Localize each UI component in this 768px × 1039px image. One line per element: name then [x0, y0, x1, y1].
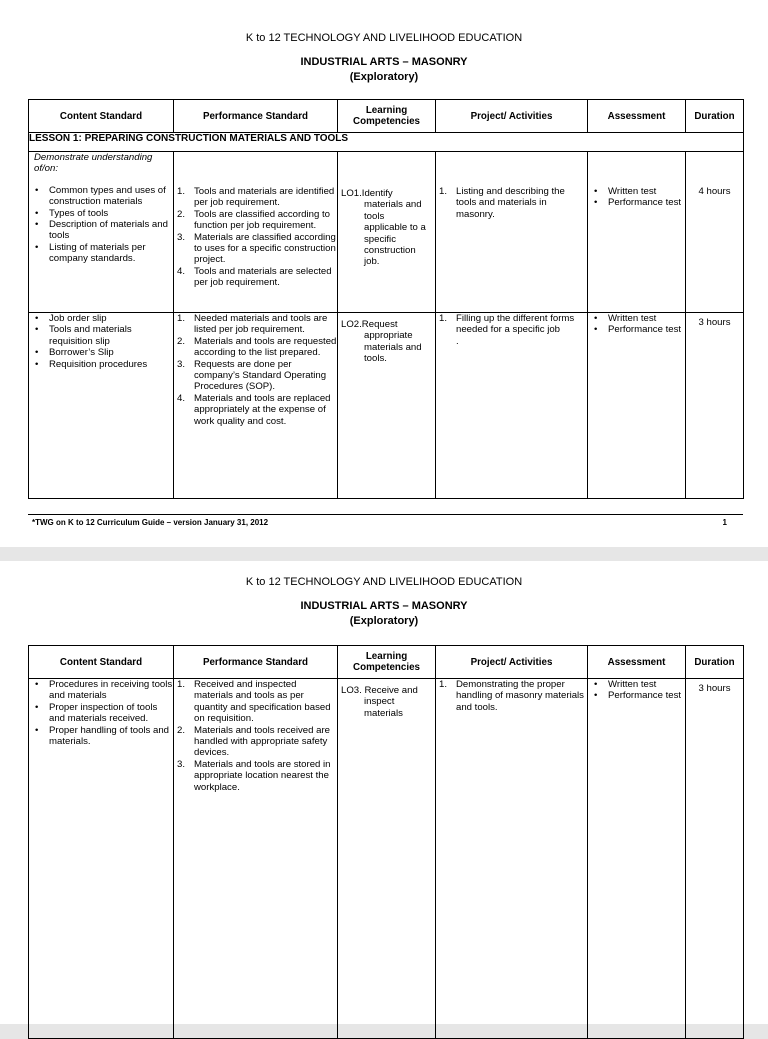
list-item: • Listing of materials per company standards.	[49, 242, 173, 265]
list-item: 1. Needed materials and tools are listed per job requirement.	[177, 313, 328, 336]
assessment-list	[588, 313, 685, 336]
header-line-2: INDUSTRIAL ARTS – MASONRY	[300, 600, 468, 612]
list-item-text: Demonstrating the proper handling of masonry materials and tools.	[456, 679, 584, 713]
list-item: • Proper inspection of tools and materials received.	[49, 702, 173, 725]
list-item-extra: .	[456, 335, 459, 347]
col-header-assessment: Assessment	[588, 100, 686, 133]
list-item-text: Received and inspected materials and tools as per quantity and specification based on requisition.	[194, 679, 331, 725]
table-row	[29, 679, 744, 1039]
list-item: • Common types and uses of construction materials	[49, 185, 173, 208]
content-standard-cell	[29, 313, 174, 499]
competency-cell	[338, 313, 436, 499]
list-item: • Types of tools	[49, 208, 173, 219]
performance-standard-cell	[174, 679, 338, 1039]
activities-cell	[436, 313, 588, 499]
col-header-duration: Duration	[686, 646, 744, 679]
competency-text: LO3. Receive and inspect materials	[341, 685, 418, 719]
list-item: 2. Materials and tools are requested according to the list prepared.	[177, 335, 337, 359]
col-header-content: Content Standard	[29, 646, 174, 679]
list-item-text: Tools and materials are selected per job requirement.	[194, 265, 332, 289]
col-header-competencies: Learning Competencies	[338, 646, 436, 679]
header-line-3: (Exploratory)	[349, 71, 419, 83]
table-row	[29, 152, 744, 313]
list-item-text: Filling up the different forms needed for a specific job	[456, 313, 575, 336]
assessment-cell	[588, 313, 686, 499]
footer-text: *TWG on K to 12 Curriculum Guide – version January 31, 2012	[32, 518, 269, 527]
header-line-1: K to 12 TECHNOLOGY AND LIVELIHOOD EDUCATION	[245, 32, 523, 44]
list-item-text: Tools are classified according to function per job requirement.	[194, 208, 330, 232]
col-header-duration: Duration	[686, 100, 744, 133]
curriculum-table	[28, 99, 744, 499]
lesson-row	[29, 133, 744, 152]
table-header-row	[29, 100, 744, 133]
activities-list	[436, 679, 587, 713]
page-number: 1	[722, 518, 727, 527]
list-item: • Borrower’s Slip	[49, 347, 173, 358]
list-item: 1. Listing and describing the tools and materials in masonry.	[439, 186, 565, 220]
list-item: • Performance test	[608, 197, 685, 208]
list-item: • Written test	[608, 679, 685, 690]
header-line-3: (Exploratory)	[349, 615, 419, 627]
list-item: • Proper handling of tools and materials.	[49, 725, 173, 748]
assessment-cell	[588, 152, 686, 313]
intro-text: Demonstrate understanding of/on:	[34, 152, 153, 175]
col-header-performance: Performance Standard	[174, 100, 338, 133]
activities-list	[436, 313, 587, 347]
list-item: • Tools and materials requisition slip	[49, 324, 173, 347]
content-list	[29, 313, 173, 370]
list-item: 1. Received and inspected materials and tools as per quantity and specification based on requisition.	[177, 679, 331, 725]
content-list	[29, 679, 173, 747]
list-item: 4. Tools and materials are selected per job requirement.	[177, 265, 332, 289]
list-item: 4. Materials and tools are replaced appropriately at the expense of work quality and cost.	[177, 392, 331, 427]
content-standard-cell	[29, 152, 174, 313]
list-item: 1. Demonstrating the proper handling of masonry materials and tools.	[439, 679, 584, 713]
competency-text: LO1.Identify materials and tools applicable to a specific construction job.	[341, 188, 426, 268]
list-item: • Job order slip	[49, 313, 173, 324]
list-item-text: Materials and tools are stored in appropriate location nearest the workplace.	[194, 758, 331, 793]
table-row	[29, 313, 744, 499]
duration-cell: 4 hours	[686, 152, 744, 313]
duration-cell: 3 hours	[686, 313, 744, 499]
list-item: 1. Filling up the different forms needed for a specific job .	[439, 313, 575, 347]
list-item: 3. Materials and tools are stored in appropriate location nearest the workplace.	[177, 758, 331, 793]
col-header-competencies: Learning Competencies	[338, 100, 436, 133]
performance-list	[174, 313, 337, 427]
page-footer	[28, 514, 743, 527]
col-header-assessment: Assessment	[588, 646, 686, 679]
list-item: 2. Tools are classified according to function per job requirement.	[177, 208, 330, 232]
content-list	[29, 185, 173, 265]
assessment-list	[588, 186, 685, 209]
competency-cell	[338, 679, 436, 1039]
list-item: • Written test	[608, 186, 685, 197]
performance-list	[174, 679, 337, 793]
assessment-list	[588, 679, 685, 702]
list-item: 2. Materials and tools received are handled with appropriate safety devices.	[177, 724, 330, 759]
assessment-cell	[588, 679, 686, 1039]
list-item: • Performance test	[608, 324, 685, 335]
performance-standard-cell	[174, 313, 338, 499]
list-item: 3. Materials are classified according to uses for a specific construction project.	[177, 231, 336, 266]
list-item-text: Materials and tools are replaced appropriately at the expense of work quality and cost.	[194, 392, 331, 427]
list-item: 1. Tools and materials are identified per job requirement.	[177, 186, 335, 209]
list-item: • Written test	[608, 313, 685, 324]
list-item-text: Materials are classified according to uses for a specific construction project.	[194, 231, 336, 266]
competency-cell	[338, 152, 436, 313]
header-line-2: INDUSTRIAL ARTS – MASONRY	[300, 56, 468, 68]
table-header-row	[29, 646, 744, 679]
document-page-2	[0, 561, 768, 1024]
competency-text: LO2.Request appropriate materials and tools.	[341, 319, 422, 365]
activities-list	[436, 186, 587, 220]
duration-cell: 3 hours	[686, 679, 744, 1039]
performance-list	[174, 186, 337, 289]
col-header-activities: Project/ Activities	[436, 646, 588, 679]
list-item-text: Requests are done per company’s Standard Operating Procedures (SOP).	[194, 358, 327, 393]
performance-standard-cell	[174, 152, 338, 313]
list-item-text: Needed materials and tools are listed per job requirement.	[194, 313, 328, 336]
list-item-text: Tools and materials are identified per job requirement.	[194, 186, 335, 209]
activities-cell	[436, 152, 588, 313]
list-item: • Procedures in receiving tools and materials	[49, 679, 173, 702]
list-item-text: Materials and tools received are handled with appropriate safety devices.	[194, 724, 330, 759]
list-item: • Requisition procedures	[49, 359, 173, 370]
header-line-1: K to 12 TECHNOLOGY AND LIVELIHOOD EDUCATION	[245, 576, 523, 588]
list-item: • Description of materials and tools	[49, 219, 173, 242]
col-header-activities: Project/ Activities	[436, 100, 588, 133]
content-standard-cell	[29, 679, 174, 1039]
col-header-content: Content Standard	[29, 100, 174, 133]
list-item: 3. Requests are done per company’s Standard Operating Procedures (SOP).	[177, 358, 327, 393]
activities-cell	[436, 679, 588, 1039]
lesson-title: LESSON 1: PREPARING CONSTRUCTION MATERIALS AND TOOLS	[29, 133, 744, 152]
list-item-text: Materials and tools are requested according to the list prepared.	[194, 335, 337, 359]
list-item: • Performance test	[608, 690, 685, 701]
col-header-performance: Performance Standard	[174, 646, 338, 679]
list-item-text: Listing and describing the tools and materials in masonry.	[456, 186, 565, 220]
curriculum-table	[28, 645, 744, 1039]
